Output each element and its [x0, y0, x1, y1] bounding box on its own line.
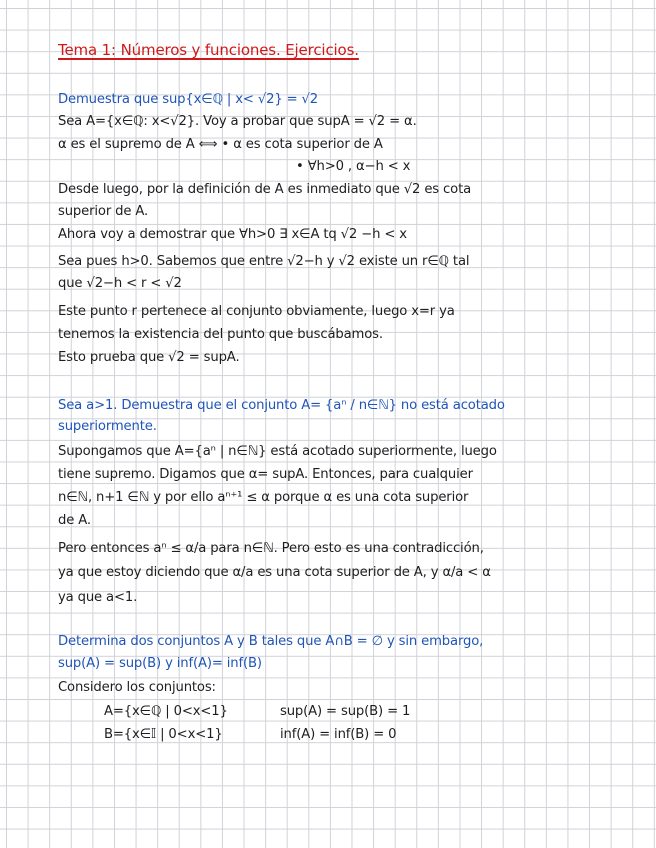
inf-equality: inf(A) = inf(B) = 0: [280, 727, 397, 742]
ex2-line: ya que estoy diciendo que α/a es una cota superior de A, y α/a < α: [58, 565, 491, 580]
ex1-line: α es el supremo de A ⟺ • α es cota superior de A: [58, 137, 383, 152]
ex2-line: Pero entonces aⁿ ≤ α/a para n∈ℕ. Pero esto es una contradicción,: [58, 541, 484, 556]
ex1-line: tenemos la existencia del punto que buscábamos.: [58, 327, 383, 342]
ex2-line: n∈ℕ, n+1 ∈ℕ y por ello aⁿ⁺¹ ≤ α porque α es una cota superior: [58, 490, 469, 505]
exercise-2-heading: Sea a>1. Demuestra que el conjunto A= {aⁿ / n∈ℕ} no está acotado: [58, 398, 505, 413]
sup-equality: sup(A) = sup(B) = 1: [280, 704, 411, 719]
exercise-3-heading: sup(A) = sup(B) y inf(A)= inf(B): [58, 656, 262, 671]
ex1-line: Sea A={x∈ℚ: x<√2}. Voy a probar que supA = √2 = α.: [58, 114, 417, 129]
set-a-definition: A={x∈ℚ | 0<x<1}: [104, 704, 228, 719]
ex1-line: superior de A.: [58, 204, 149, 219]
ex2-line: ya que a<1.: [58, 590, 138, 605]
ex1-line: Sea pues h>0. Sabemos que entre √2−h y √2 existe un r∈ℚ tal: [58, 254, 470, 269]
ex1-line: que √2−h < r < √2: [58, 276, 182, 291]
ex1-line: Esto prueba que √2 = supA.: [58, 350, 240, 365]
ex1-line: Ahora voy a demostrar que ∀h>0 ∃ x∈A tq √2 −h < x: [58, 227, 407, 242]
ex1-line: Este punto r pertenece al conjunto obviamente, luego x=r ya: [58, 304, 455, 319]
exercise-3-heading: Determina dos conjuntos A y B tales que A∩B = ∅ y sin embargo,: [58, 634, 484, 649]
ex2-line: de A.: [58, 513, 91, 528]
ex1-line: • ∀h>0 , α−h < x: [296, 159, 411, 174]
exercise-2-heading: superiormente.: [58, 419, 157, 434]
ex1-line: Desde luego, por la definición de A es inmediato que √2 es cota: [58, 182, 472, 197]
ex2-line: tiene supremo. Digamos que α= supA. Entonces, para cualquier: [58, 467, 473, 482]
exercise-1-heading: Demuestra que sup{x∈ℚ | x< √2} = √2: [58, 92, 319, 107]
set-b-definition: B={x∈𝕀 | 0<x<1}: [104, 727, 223, 742]
ex3-intro: Considero los conjuntos:: [58, 680, 216, 695]
ex2-line: Supongamos que A={aⁿ | n∈ℕ} está acotado superiormente, luego: [58, 444, 497, 459]
page-title: Tema 1: Números y funciones. Ejercicios.: [58, 41, 359, 59]
